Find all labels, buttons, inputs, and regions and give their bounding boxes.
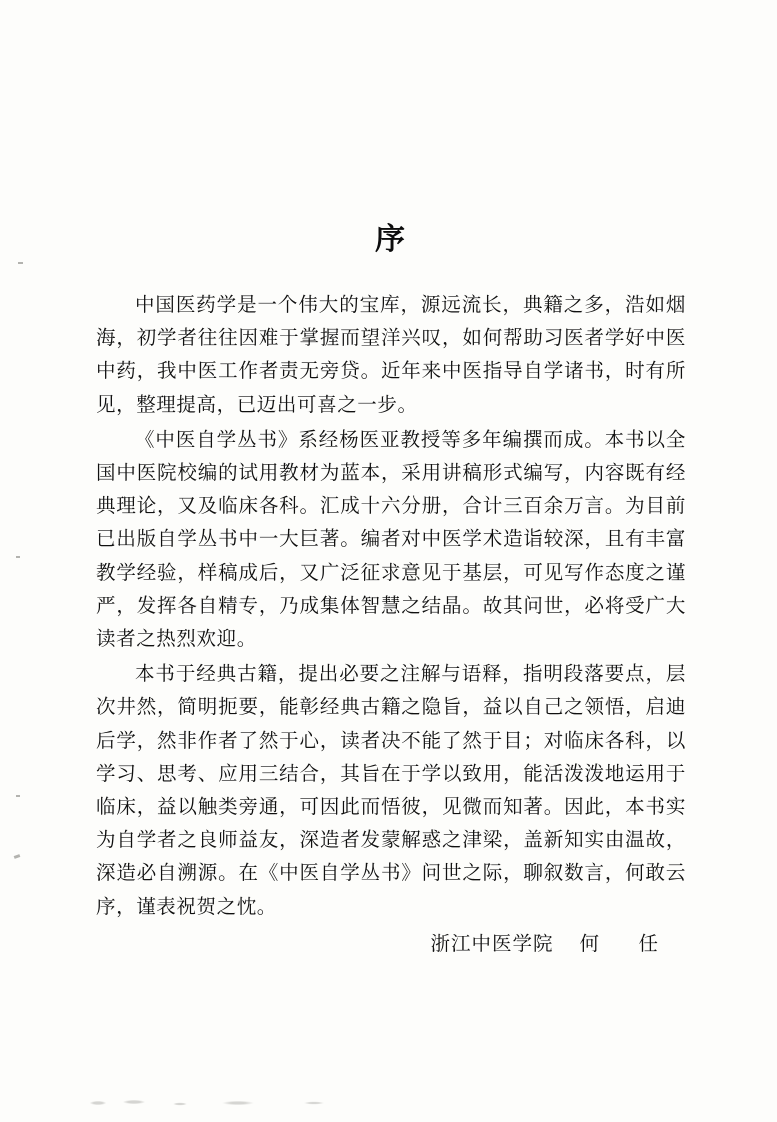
- page-content: [96, 0, 686, 1122]
- paragraph: 本书于经典古籍，提出必要之注解与语释，指明段落要点，层次井然，简明扼要，能彰经典古籍之隐旨，益以自己之领悟，启迪后学，然非作者了然于心，读者决不能了然于目；对临床各科，以学习、思考、应用三结合，其旨在于学以致用，能活泼泼地运用于临床，益以触类旁通，可因此而悟彼，见微而知著。因此，本书实为自学者之良师益友，深造者发蒙解惑之津梁，盖新知实由温故，深造必自溯源。在《中医自学丛书》问世之际，聊叙数言，何敢云序，谨表祝贺之忱。: [96, 662, 686, 918]
- signature-affiliation: 浙江中医学院: [430, 932, 554, 955]
- paragraph: 《中医自学丛书》系经杨医亚教授等多年编撰而成。本书以全国中医院校编的试用教材为蓝本，采用讲稿形式编写，内容既有经典理论，又及临床各科。汇成十六分册，合计三百余万言。为目前已出版自学丛书中一大巨著。编者对中医学术造诣较深，且有丰富教学经验，样稿成后，又广泛征求意见于基层，可见写作态度之谨严，发挥各自精专，乃成集体智慧之结晶。故其问世，必将受广大读者之热烈欢迎。: [96, 427, 686, 651]
- scan-margin-mark: [16, 795, 20, 797]
- preface-body: [96, 288, 686, 925]
- signature-name: 何 任: [579, 932, 668, 955]
- scan-margin-mark: [18, 262, 23, 264]
- scan-margin-mark: [16, 556, 20, 558]
- signature-block: [96, 928, 686, 956]
- scan-margin-mark: [14, 854, 21, 859]
- paragraph: 中国医药学是一个伟大的宝库，源远流长，典籍之多，浩如烟海，初学者往往因难于掌握而望洋兴叹，如何帮助习医者学好中医中药，我中医工作者责无旁贷。近年来中医指导自学诸书，时有所见，整理提高，已迈出可喜之一步。: [96, 293, 686, 416]
- page-title: 序: [375, 222, 407, 257]
